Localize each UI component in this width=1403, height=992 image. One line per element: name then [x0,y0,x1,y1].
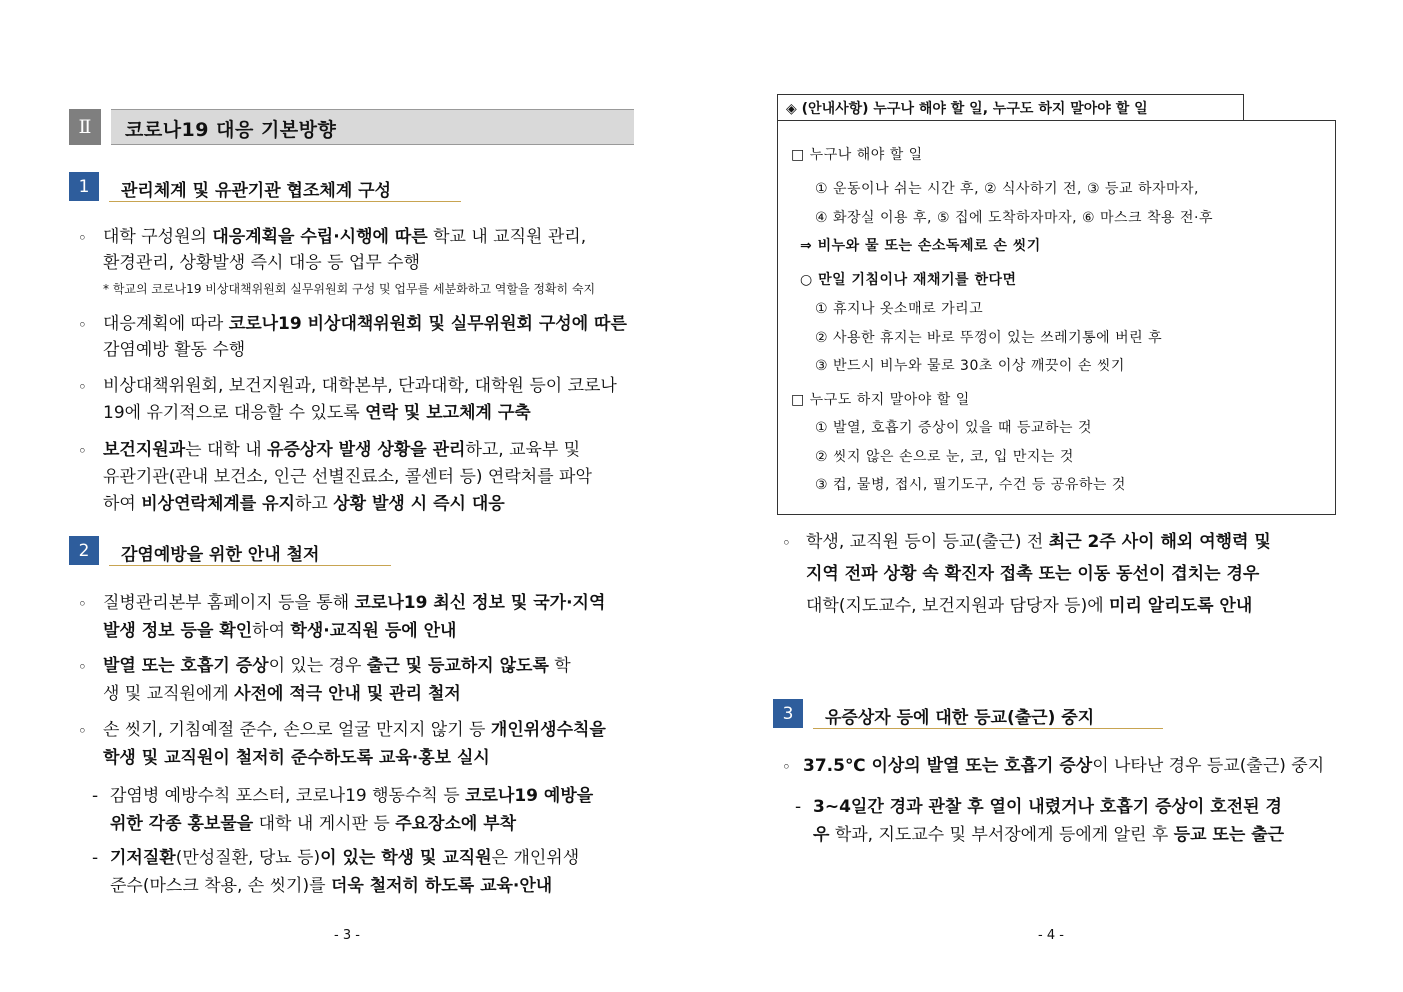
section-3-title: 유증상자 등에 대한 등교(출근) 중지 [825,708,1095,728]
s2-p3-line2: 학생 및 교직원이 철저히 준수하도록 교육·홍보 실시 [103,748,490,768]
notice-line: ② 사용한 휴지는 바로 뚜껑이 있는 쓰레기통에 버린 후 [815,330,1163,346]
notice-line: □ 누구도 하지 말아야 할 일 [791,392,970,408]
notice-line: ⇒ 비누와 물 또는 손소독제로 손 씻기 [800,238,1041,254]
bullet-marker: ◦ [78,378,87,396]
page-left [0,0,701,992]
notice-box [777,120,1336,515]
bullet-marker: ◦ [78,316,87,334]
chapter-title: 코로나19 대응 기본방향 [125,119,337,141]
page-number-left: - 3 - [334,928,360,943]
s2-d2-line1: 기저질환(만성질환, 당뇨 등)이 있는 학생 및 교직원은 개인위생 [110,848,580,868]
dash-marker: - [795,797,802,817]
s1-p1-line2: 환경관리, 상황발생 즉시 대응 등 업무 수행 [103,253,421,273]
dash-marker: - [92,786,99,806]
bullet-marker: ◦ [782,758,791,776]
bullet-marker: ◦ [782,534,791,552]
s1-p2-line1: 대응계획에 따라 코로나19 비상대책위원회 및 실무위원회 구성에 따른 [103,314,627,334]
bullet-marker: ◦ [78,595,87,613]
chapter-header [69,109,634,145]
section-2-number: 2 [69,536,99,565]
s1-footnote: * 학교의 코로나19 비상대책위원회 실무위원회 구성 및 업무를 세분화하고 역할을 정확히 숙지 [103,282,596,296]
bullet-marker: ◦ [78,658,87,676]
notice-line: ② 씻지 않은 손으로 눈, 코, 입 만지는 것 [815,449,1074,465]
notice-line: ① 휴지나 옷소매로 가리고 [815,301,984,317]
travel-line1: 학생, 교직원 등이 등교(출근) 전 최근 2주 사이 해외 여행력 및 [806,532,1271,552]
section-3-underline [813,728,1163,729]
s1-p3-line1: 비상대책위원회, 보건지원과, 대학본부, 단과대학, 대학원 등이 코로나 [103,376,617,396]
s2-p3-line1: 손 씻기, 기침예절 준수, 손으로 얼굴 만지지 않기 등 개인위생수칙을 [103,720,606,740]
s1-p3-line2: 19에 유기적으로 대응할 수 있도록 연락 및 보고체계 구축 [103,403,531,423]
s3-d1-line2: 우 학과, 지도교수 및 부서장에게 등에게 알린 후 등교 또는 출근 [813,825,1285,845]
notice-line: ① 운동이나 쉬는 시간 후, ② 식사하기 전, ③ 등교 하자마자, [815,181,1199,197]
s1-p1-line1: 대학 구성원의 대응계획을 수립·시행에 따른 학교 내 교직원 관리, [103,227,587,247]
notice-tab [777,94,1244,120]
dash-marker: - [92,848,99,868]
bullet-marker: ◦ [78,442,87,460]
notice-line: ③ 컵, 물병, 접시, 필기도구, 수건 등 공유하는 것 [815,477,1126,493]
s2-d2-line2: 준수(마스크 착용, 손 씻기)를 더욱 철저히 하도록 교육·안내 [110,876,553,896]
s2-d1-line2: 위한 각종 홍보물을 대학 내 게시판 등 주요장소에 부착 [110,814,517,834]
s1-p2-line2: 감염예방 활동 수행 [103,340,246,360]
page-number-right: - 4 - [1038,928,1064,943]
s3-p1-line1: 37.5℃ 이상의 발열 또는 호흡기 증상이 나타난 경우 등교(출근) 중지 [803,756,1325,776]
travel-line3: 대학(지도교수, 보건지원과 담당자 등)에 미리 알리도록 안내 [806,596,1253,616]
section-2-underline [109,565,391,566]
section-3-number: 3 [773,699,803,728]
notice-line: □ 누구나 해야 할 일 [791,147,923,163]
travel-line2: 지역 전파 상황 속 확진자 접촉 또는 이동 동선이 겹치는 경우 [806,564,1260,584]
section-2-title: 감염예방을 위한 안내 철저 [121,545,320,565]
chapter-number: Ⅱ [69,109,101,145]
bullet-marker: ◦ [78,722,87,740]
s2-p1-line2: 발생 정보 등을 확인하여 학생·교직원 등에 안내 [103,621,457,641]
s2-p2-line2: 생 및 교직원에게 사전에 적극 안내 및 관리 철저 [103,684,461,704]
notice-line: ④ 화장실 이용 후, ⑤ 집에 도착하자마자, ⑥ 마스크 착용 전·후 [815,210,1214,226]
section-1-underline [109,201,461,202]
s1-p4-line2: 유관기관(관내 보건소, 인근 선별진료소, 콜센터 등) 연락처를 파악 [103,467,592,487]
section-1-number: 1 [69,172,99,201]
s1-p4-line1: 보건지원과는 대학 내 유증상자 발생 상황을 관리하고, 교육부 및 [103,440,581,460]
s2-p1-line1: 질병관리본부 홈페이지 등을 통해 코로나19 최신 정보 및 국가·지역 [103,593,606,613]
s2-p2-line1: 발열 또는 호흡기 증상이 있는 경우 출근 및 등교하지 않도록 학 [103,656,571,676]
notice-tab-title: ◈ (안내사항) 누구나 해야 할 일, 누구도 하지 말아야 할 일 [786,101,1148,117]
s3-d1-line1: 3~4일간 경과 관찰 후 열이 내렸거나 호흡기 증상이 호전된 경 [813,797,1282,817]
s2-d1-line1: 감염병 예방수칙 포스터, 코로나19 행동수칙 등 코로나19 예방을 [110,786,594,806]
section-1-title: 관리체계 및 유관기관 협조체계 구성 [121,181,392,201]
notice-line: ③ 반드시 비누와 물로 30초 이상 깨끗이 손 씻기 [815,358,1125,374]
s1-p4-line3: 하여 비상연락체계를 유지하고 상황 발생 시 즉시 대응 [103,494,505,514]
bullet-marker: ◦ [78,229,87,247]
notice-line: ① 발열, 호흡기 증상이 있을 때 등교하는 것 [815,420,1093,436]
notice-line: ○ 만일 기침이나 재채기를 한다면 [800,272,1017,288]
